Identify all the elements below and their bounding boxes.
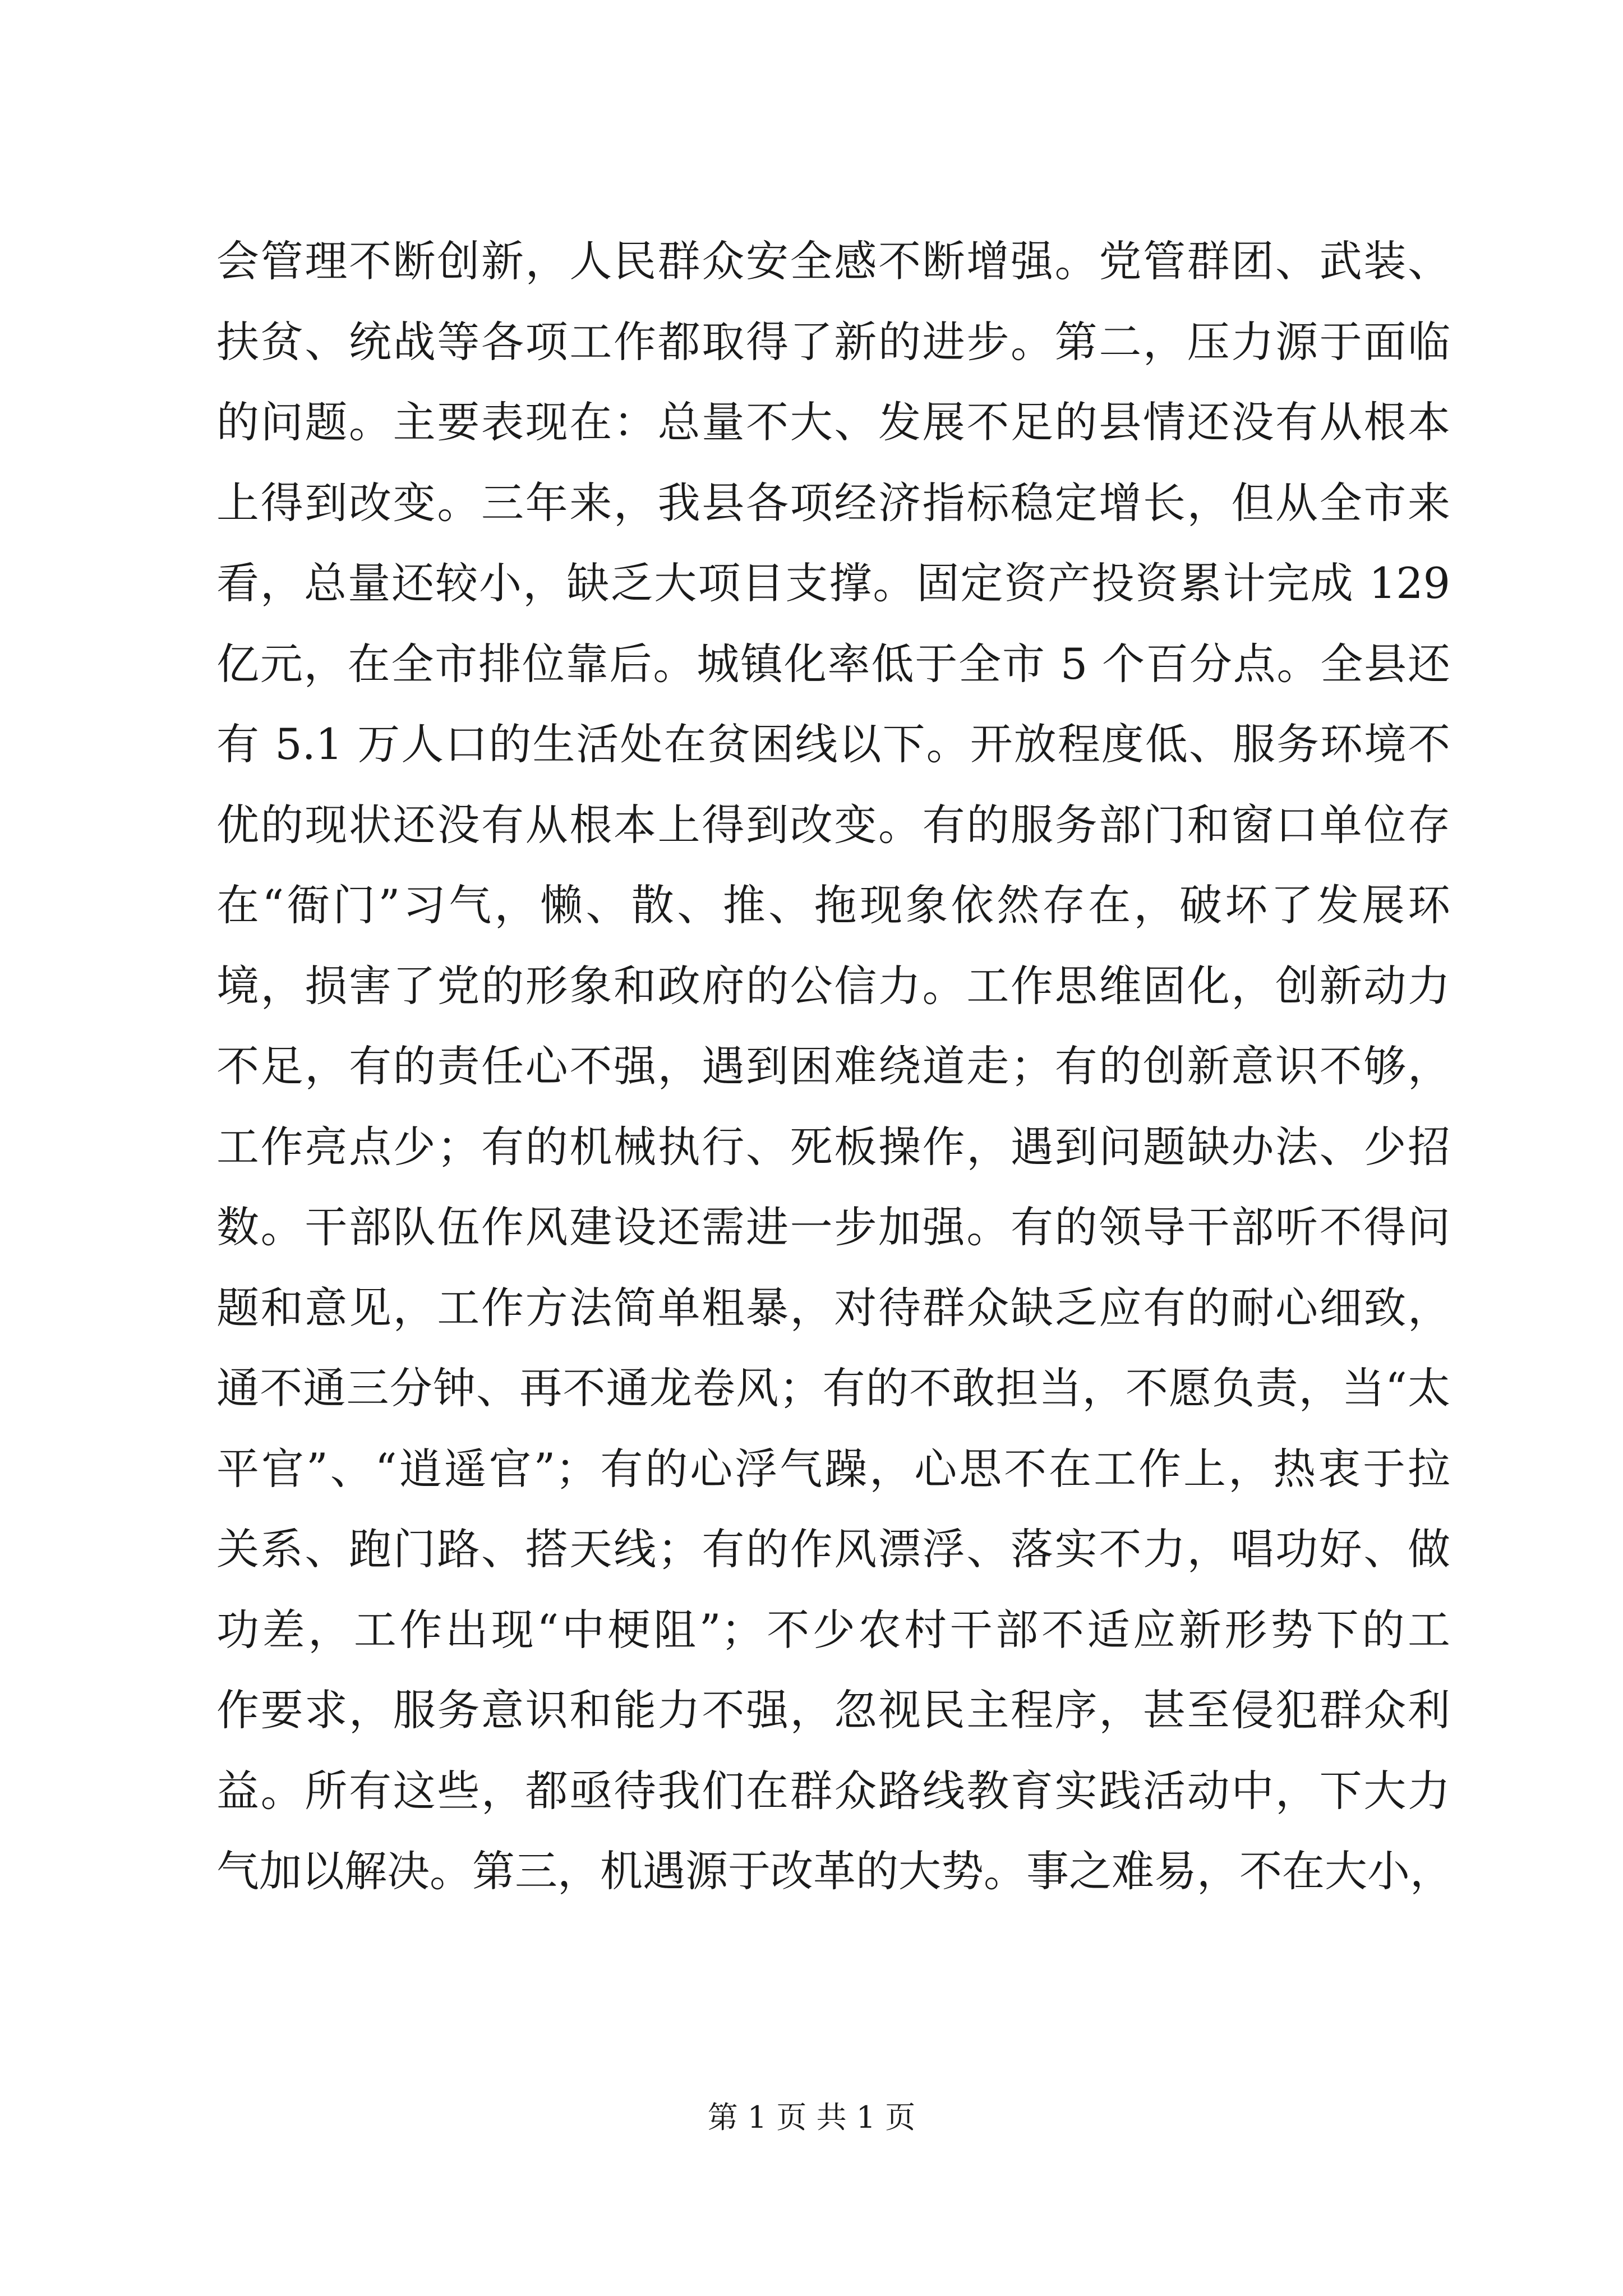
text-line: 有 5.1 万人口的生活处在贫困线以下。开放程度低、服务环境不 [216, 719, 1450, 769]
page-footer [0, 2098, 1623, 2137]
text-line: 功差，工作出现“中梗阻”；不少农村干部不适应新形势下的工 [216, 1604, 1450, 1655]
text-line: 优的现状还没有从根本上得到改变。有的服务部门和窗口单位存 [216, 799, 1450, 850]
text-line: 题和意见，工作方法简单粗暴，对待群众缺乏应有的耐心细致， [216, 1282, 1450, 1333]
text-line: 看，总量还较小，缺乏大项目支撑。固定资产投资累计完成 129 [216, 558, 1450, 608]
text-line: 通不通三分钟、再不通龙卷风；有的不敢担当，不愿负责，当“太 [216, 1363, 1450, 1413]
text-line: 数。干部队伍作风建设还需进一步加强。有的领导干部听不得问 [216, 1202, 1450, 1252]
text-line: 境，损害了党的形象和政府的公信力。工作思维固化，创新动力 [216, 960, 1450, 1011]
text-line: 气加以解决。第三，机遇源于改革的大势。事之难易，不在大小， [216, 1846, 1453, 1896]
text-line: 作要求，服务意识和能力不强，忽视民主程序，甚至侵犯群众利 [216, 1685, 1450, 1735]
text-line: 亿元，在全市排位靠后。城镇化率低于全市 5 个百分点。全县还 [216, 638, 1450, 689]
text-line: 平官”、“逍遥官”；有的心浮气躁，心思不在工作上，热衷于拉 [216, 1443, 1450, 1494]
text-line: 不足，有的责任心不强，遇到困难绕道走；有的创新意识不够， [216, 1041, 1450, 1091]
text-line: 上得到改变。三年来，我县各项经济指标稳定增长，但从全市来 [216, 477, 1450, 528]
text-line: 会管理不断创新，人民群众安全感不断增强。党管群团、武装、 [216, 236, 1450, 286]
body-text [216, 221, 1453, 1912]
page-number-label: 第 1 页 共 1 页 [707, 2100, 916, 2135]
text-line: 工作亮点少；有的机械执行、死板操作，遇到问题缺办法、少招 [216, 1121, 1450, 1172]
text-line: 益。所有这些，都亟待我们在群众路线教育实践活动中，下大力 [216, 1765, 1450, 1816]
text-line: 扶贫、统战等各项工作都取得了新的进步。第二，压力源于面临 [216, 316, 1450, 367]
text-line: 关系、跑门路、搭天线；有的作风漂浮、落实不力，唱功好、做 [216, 1524, 1450, 1574]
text-line: 的问题。主要表现在：总量不大、发展不足的县情还没有从根本 [216, 397, 1450, 447]
text-line: 在“衙门”习气，懒、散、推、拖现象依然存在，破坏了发展环 [216, 880, 1450, 930]
